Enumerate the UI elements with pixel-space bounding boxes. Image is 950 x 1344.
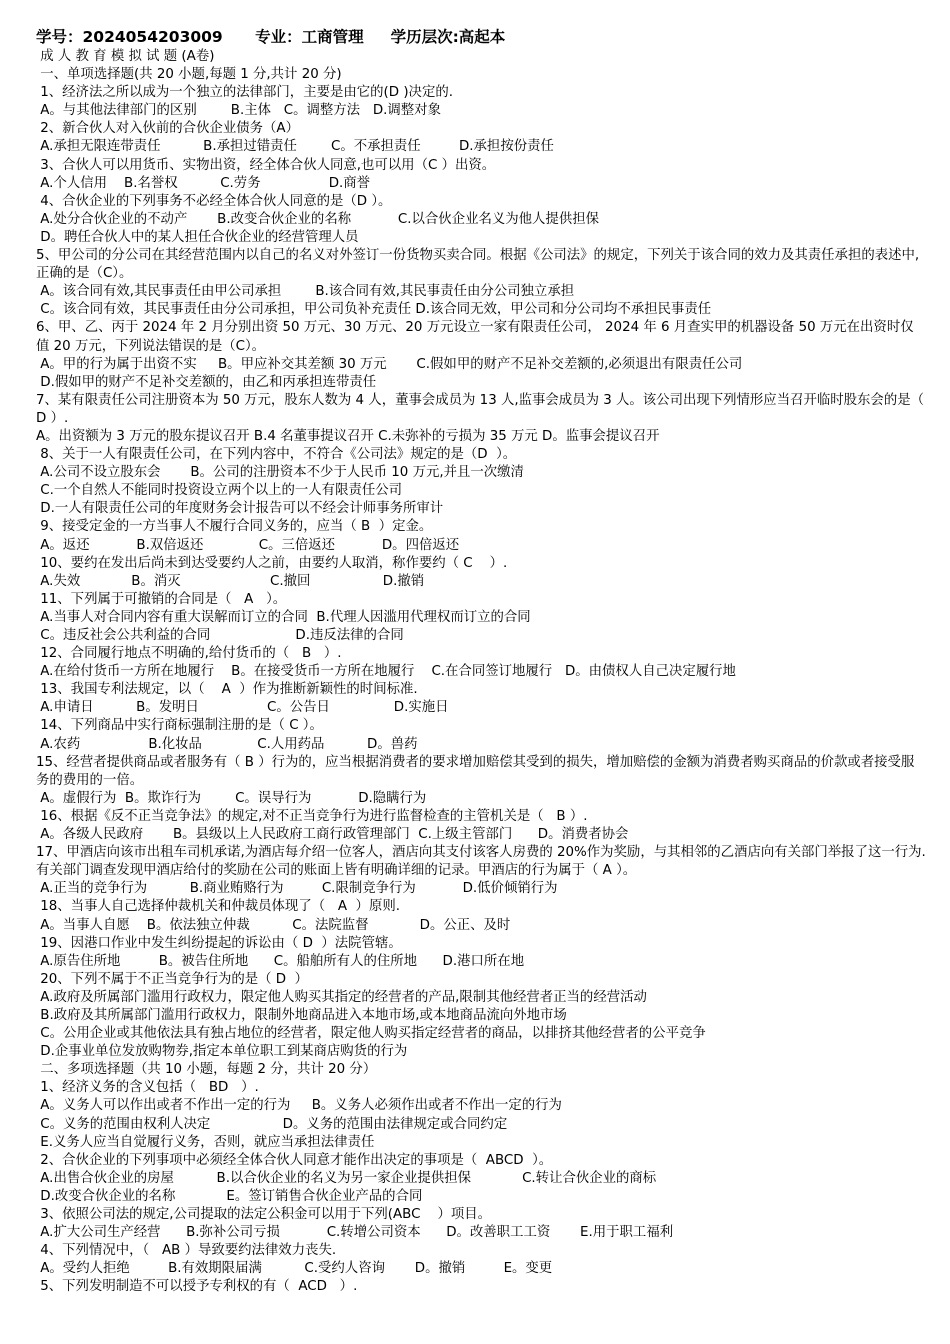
exam-line: A.农药 B.化妆品 C.人用药品 D。兽药 <box>36 736 418 752</box>
exam-line: A。当事人自愿 B。依法独立仲裁 C。法院监督 D。公正、及时 <box>36 917 511 933</box>
exam-line: D。聘任合伙人中的某人担任合伙企业的经营管理人员 <box>36 229 359 245</box>
exam-line: A.政府及所属部门滥用行政权力，限定他人购买其指定的经营者的产品,限制其他经营者正当的经营活动 <box>36 989 647 1005</box>
exam-line: A.出售合伙企业的房屋 B.以合伙企业的名义为另一家企业提供担保 C.转让合伙企业的商标 <box>36 1170 657 1186</box>
exam-line: C。义务的范围由权利人决定 D。义务的范围由法律规定或合同约定 <box>36 1116 508 1132</box>
exam-line: 20、下列不属于不正当竞争行为的是（ D ） <box>36 971 309 987</box>
exam-line: D.一人有限责任公司的年度财务会计报告可以不经会计师事务所审计 <box>36 501 444 517</box>
exam-line: A.当事人对合同内容有重大误解而订立的合同 B.代理人因滥用代理权而订立的合同 <box>36 609 531 625</box>
exam-line: 12、合同履行地点不明确的,给付货币的（ B ）. <box>36 646 342 662</box>
exam-line: A.失效 B。消灭 C.撤回 D.撤销 <box>36 573 425 589</box>
exam-line: D.假如甲的财产不足补交差额的，由乙和丙承担连带责任 <box>36 374 377 390</box>
exam-line: 二、多项选择题（共 10 小题，每题 2 分，共计 20 分） <box>36 1062 377 1078</box>
exam-line: E.义务人应当自觉履行义务，否则，就应当承担法律责任 <box>36 1134 375 1150</box>
exam-line: C。违反社会公共利益的合同 D.违反法律的合同 <box>36 628 404 643</box>
exam-line: A.公司不设立股东会 B。公司的注册资本不少于人民币 10 万元,并且一次缴清 <box>36 465 524 481</box>
exam-line: 6、甲、乙、丙于 2024 年 2 月分别出资 50 万元、30 万元、20 万元设立一家有限责任公司， 2024 年 6 月查实甲的机器设备 50 万元在出资时仅值 20 万元，下列说法错误的是（C）。 <box>36 320 914 354</box>
exam-line: A。义务人可以作出或者不作出一定的行为 B。义务人必须作出或者不作出一定的行为 <box>36 1098 562 1114</box>
exam-line: 2、新合伙人对入伙前的合伙企业债务（A） <box>36 121 299 137</box>
exam-line: 成 人 教 育 模 拟 试 题 (A卷) <box>36 49 215 64</box>
exam-line: A.处分合伙企业的不动产 B.改变合伙企业的名称 C.以合伙企业名义为他人提供担保 <box>36 211 599 227</box>
exam-line: 13、我国专利法规定，以（ A ）作为推断新颖性的时间标准. <box>36 682 418 698</box>
exam-line: C.一个自然人不能同时投资设立两个以上的一人有限责任公司 <box>36 483 403 499</box>
exam-line: A.扩大公司生产经营 B.弥补公司亏损 C.转增公司资本 D。改善职工工资 E.用于职工福利 <box>36 1225 674 1241</box>
exam-line: C。该合同有效，其民事责任由分公司承担，甲公司负补充责任 D.该合同无效，甲公司和分公司均不承担民事责任 <box>36 302 712 318</box>
exam-line: A.个人信用 B.名誉权 C.劳务 D.商誉 <box>36 175 371 191</box>
exam-line: A。各级人民政府 B。县级以上人民政府工商行政管理部门 C.上级主管部门 D。消费者协会 <box>36 827 629 843</box>
exam-line: A。受约人拒绝 B.有效期限届满 C.受约人咨询 D。撤销 E。变更 <box>36 1261 553 1277</box>
exam-line: 2、合伙企业的下列事项中必须经全体合伙人同意才能作出决定的事项是（ ABCD ）。 <box>36 1152 553 1168</box>
exam-line: 18、当事人自己选择仲裁机关和仲裁员体现了（ A ）原则. <box>36 899 400 915</box>
exam-line: 1、经济义务的含义包括（ BD ）. <box>36 1080 259 1096</box>
exam-line: 3、合伙人可以用货币、实物出资，经全体合伙人同意,也可以用（C ）出资。 <box>36 157 496 173</box>
exam-line: A.原告住所地 B。被告住所地 C。船舶所有人的住所地 D.港口所在地 <box>36 953 525 969</box>
exam-line: 15、经营者提供商品或者服务有（ B ）行为的，应当根据消费者的要求增加赔偿其受到的损失，增加赔偿的金额为消费者购买商品的价款或者接受服务的费用的一倍。 <box>36 754 915 788</box>
exam-body <box>36 48 926 1296</box>
exam-line: 16、根据《反不正当竞争法》的规定,对不正当竞争行为进行监督检查的主管机关是（ B ）. <box>36 808 588 824</box>
exam-line: 一、单项选择题(共 20 小题,每题 1 分,共计 20 分) <box>36 67 342 83</box>
exam-line: 4、下列情况中，（ AB ）导致要约法律效力丧失. <box>36 1243 337 1259</box>
exam-line: A。虚假行为 B。欺诈行为 C。误导行为 D.隐瞒行为 <box>36 790 427 806</box>
exam-line: A。出资额为 3 万元的股东提议召开 B.4 名董事提议召开 C.未弥补的亏损为 35 万元 D。监事会提议召开 <box>36 428 660 444</box>
exam-line: A。与其他法律部门的区别 B.主体 C。调整方法 D.调整对象 <box>36 103 441 119</box>
exam-line: A.申请日 B。发明日 C。公告日 D.实施日 <box>36 700 449 716</box>
exam-line: 3、依照公司法的规定,公司提取的法定公积金可以用于下列(ABC ）项目。 <box>36 1207 492 1222</box>
exam-line: 5、下列发明制造不可以授予专利权的有（ ACD ）. <box>36 1279 358 1295</box>
exam-page <box>36 26 926 1296</box>
exam-line: C。公用企业或其他依法具有独占地位的经营者，限定他人购买指定经营者的商品，以排挤其他经营者的公平竞争 <box>36 1026 706 1042</box>
exam-line: 9、接受定金的一方当事人不履行合同义务的，应当（ B ）定金。 <box>36 519 433 535</box>
exam-line: 17、甲酒店向该市出租车司机承诺,为酒店每介绍一位客人，酒店向其支付该客人房费的 20%作为奖励，与其相邻的乙酒店向有关部门举报了这一行为.有关部门调查发现甲酒店给付的奖励在公司的账面上皆有明确详细的记录。甲酒店的行为属于（ A ）。 <box>36 845 926 879</box>
exam-line: A。甲的行为属于出资不实 B。甲应补交其差额 30 万元 C.假如甲的财产不足补交差额的,必须退出有限责任公司 <box>36 356 743 372</box>
exam-line: A.正当的竞争行为 B.商业贿赂行为 C.限制竞争行为 D.低价倾销行为 <box>36 881 558 897</box>
exam-line: A。返还 B.双倍返还 C。三倍返还 D。四倍返还 <box>36 537 460 553</box>
exam-line: 14、下列商品中实行商标强制注册的是（ C ）。 <box>36 718 323 734</box>
exam-line: 7、某有限责任公司注册资本为 50 万元，股东人数为 4 人，董事会成员为 13 人,监事会成员为 3 人。该公司出现下列情形应当召开临时股东会的是（ D ）. <box>36 392 924 426</box>
exam-line: D.改变合伙企业的名称 E。签订销售合伙企业产品的合同 <box>36 1188 423 1204</box>
exam-line: D.企事业单位发放购物券,指定本单位职工到某商店购货的行为 <box>36 1044 408 1060</box>
exam-line: A.在给付货币一方所在地履行 B。在接受货币一方所在地履行 C.在合同签订地履行 D。由债权人自己决定履行地 <box>36 664 736 680</box>
exam-line: 19、因港口作业中发生纠纷提起的诉讼由（ D ）法院管辖。 <box>36 935 402 951</box>
exam-line: A。该合同有效,其民事责任由甲公司承担 B.该合同有效,其民事责任由分公司独立承担 <box>36 284 575 300</box>
exam-line: 5、甲公司的分公司在其经营范围内以自己的名义对外签订一份货物买卖合同。根据《公司法》的规定，下列关于该合同的效力及其责任承担的表述中,正确的是（C）。 <box>36 248 920 282</box>
exam-line: 1、经济法之所以成为一个独立的法律部门，主要是由它的(D )决定的. <box>36 85 453 101</box>
exam-line: 10、要约在发出后尚未到达受要约人之前，由要约人取消，称作要约（ C ）. <box>36 555 508 571</box>
exam-line: 8、关于一人有限责任公司，在下列内容中，不符合《公司法》规定的是（D ）。 <box>36 447 517 463</box>
exam-line: B.政府及其所属部门滥用行政权力，限制外地商品进入本地市场,或本地商品流向外地市场 <box>36 1007 567 1023</box>
exam-line: A.承担无限连带责任 B.承担过错责任 C。不承担责任 D.承担按份责任 <box>36 139 554 155</box>
exam-line: 4、合伙企业的下列事务不必经全体合伙人同意的是（D ）。 <box>36 193 392 209</box>
exam-line: 11、下列属于可撤销的合同是（ A ）。 <box>36 591 287 607</box>
student-header: 学号：2024054203009 专业：工商管理 学历层次:高起本 <box>36 28 506 46</box>
